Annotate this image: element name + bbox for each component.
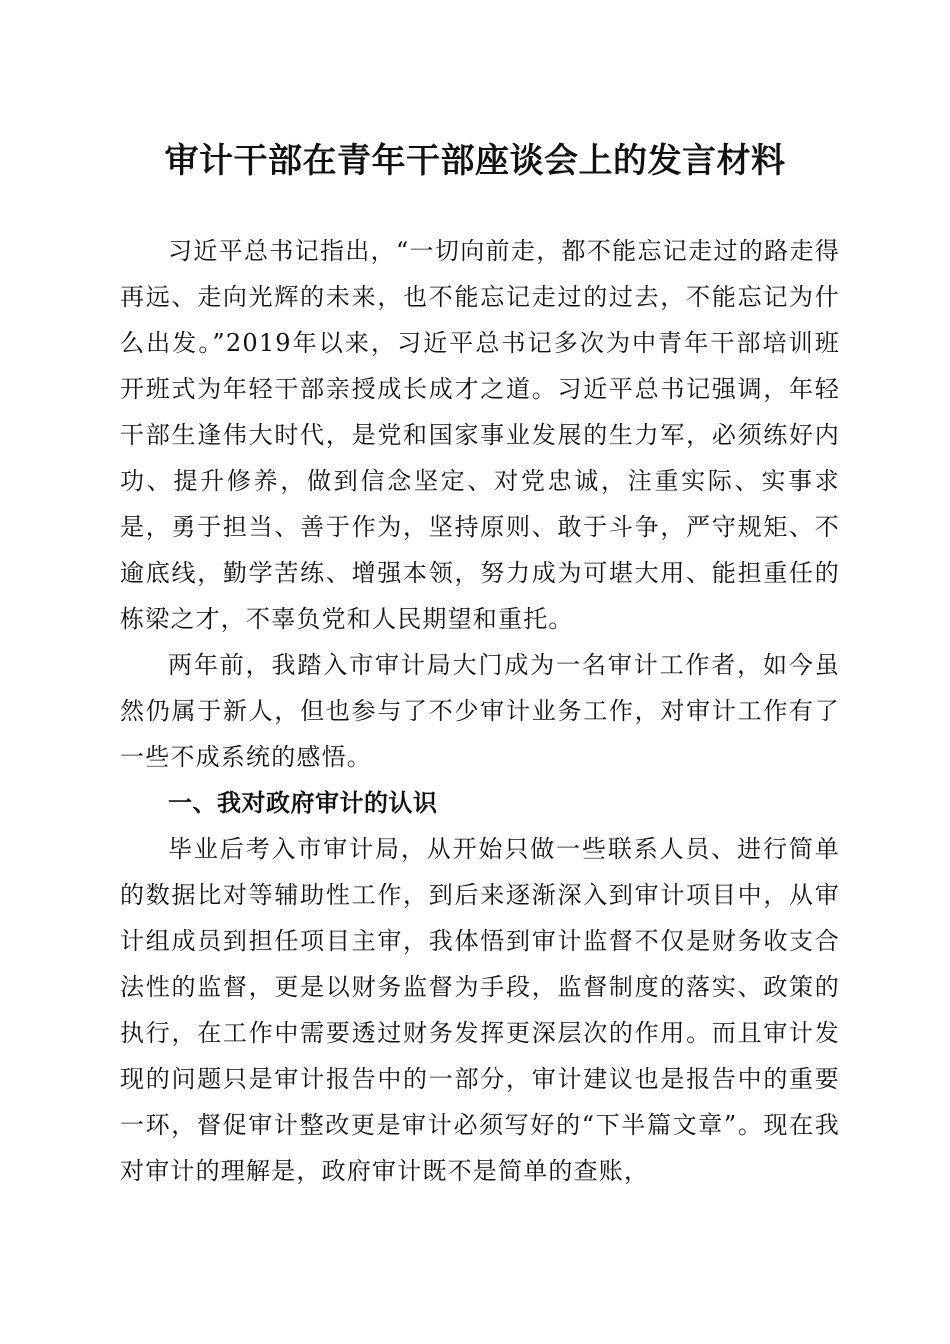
document-body [120, 228, 840, 1194]
document-title: 审计干部在青年干部座谈会上的发言材料 [164, 141, 786, 181]
paragraph-section-one: 毕业后考入市审计局，从开始只做一些联系人员、进行简单的数据比对等辅助性工作，到后来逐渐深入到审计项目中，从审计组成员到担任项目主审，我体悟到审计监督不仅是财务收支合法性的监督，更是以财务监督为手段，监督制度的落实、政策的执行，在工作中需要透过财务发挥更深层次的作用。而且审计发现的问题只是审计报告中的一部分，审计建议也是报告中的重要一环，督促审计整改更是审计必须写好的“下半篇文章”。现在我对审计的理解是，政府审计既不是简单的查账， [120, 835, 840, 1185]
paragraph-intro: 习近平总书记指出，“一切向前走，都不能忘记走过的路走得再远、走向光辉的未来，也不能忘记走过的过去，不能忘记为什么出发。”2019年以来，习近平总书记多次为中青年干部培训班开班式为年轻干部亲授成长成才之道。习近平总书记强调，年轻干部生逢伟大时代，是党和国家事业发展的生力军，必须练好内功、提升修养，做到信念坚定、对党忠诚，注重实际、实事求是，勇于担当、善于作为，坚持原则、敢于斗争，严守规矩、不逾底线，勤学苦练、增强本领，努力成为可堪大用、能担重任的栋梁之才，不辜负党和人民期望和重托。 [120, 237, 840, 633]
paragraph-background: 两年前，我踏入市审计局大门成为一名审计工作者，如今虽然仍属于新人，但也参与了不少审计业务工作，对审计工作有了一些不成系统的感悟。 [120, 651, 840, 771]
section-heading: 一、我对政府审计的认识 [168, 789, 438, 817]
